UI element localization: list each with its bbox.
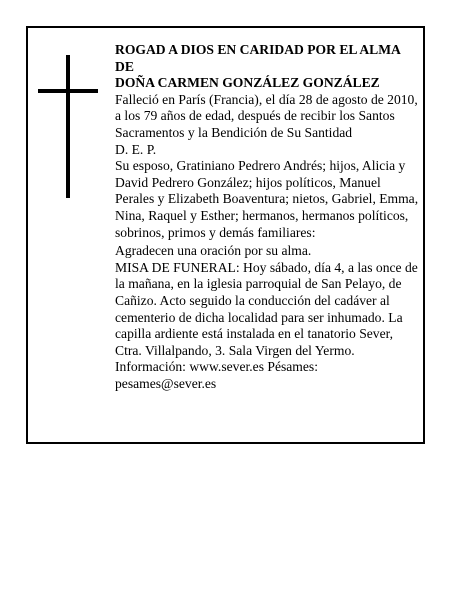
thanks-line: Agradecen una oración por su alma. xyxy=(115,243,312,259)
rest-in-peace: D. E. P. xyxy=(115,141,157,157)
heading-line-1: ROGAD A DIOS EN CARIDAD POR EL ALMA DE xyxy=(115,42,401,74)
contact-info: Información: www.sever.es Pésames: pesames@sever.es xyxy=(115,359,318,391)
cross-icon xyxy=(38,55,98,198)
obituary-text xyxy=(115,42,421,392)
obituary-notice xyxy=(26,26,425,444)
cross-horizontal-bar xyxy=(38,89,98,93)
cross-vertical-bar xyxy=(66,55,70,198)
funeral-details: MISA DE FUNERAL: Hoy sábado, día 4, a las once de la mañana, en la iglesia parroquial de San Pelayo, de Cañizo. Acto seguido la conducción del cadáver al cementerio de dicha localidad para ser inhumado. La capilla ardiente está instalada en el tanatorio Sever, Ctra. Villalpando, 3. Sala Virgen del Yermo. xyxy=(115,259,418,358)
deceased-name: DOÑA CARMEN GONZÁLEZ GONZÁLEZ xyxy=(115,75,380,91)
family-list: Su esposo, Gratiniano Pedrero Andrés; hijos, Alicia y David Pedrero González; hijos políticos, Manuel Perales y Elizabeth Boaventura; nietos, Gabriel, Emma, Nina, Raquel y Esther; hermanos, hermanos políticos, sobrinos, primos y demás familiares: xyxy=(115,158,419,240)
death-details: Falleció en París (Francia), el día 28 de agosto de 2010, a los 79 años de edad, después de recibir los Santos Sacramentos y la Bendición de Su Santidad xyxy=(115,91,418,140)
